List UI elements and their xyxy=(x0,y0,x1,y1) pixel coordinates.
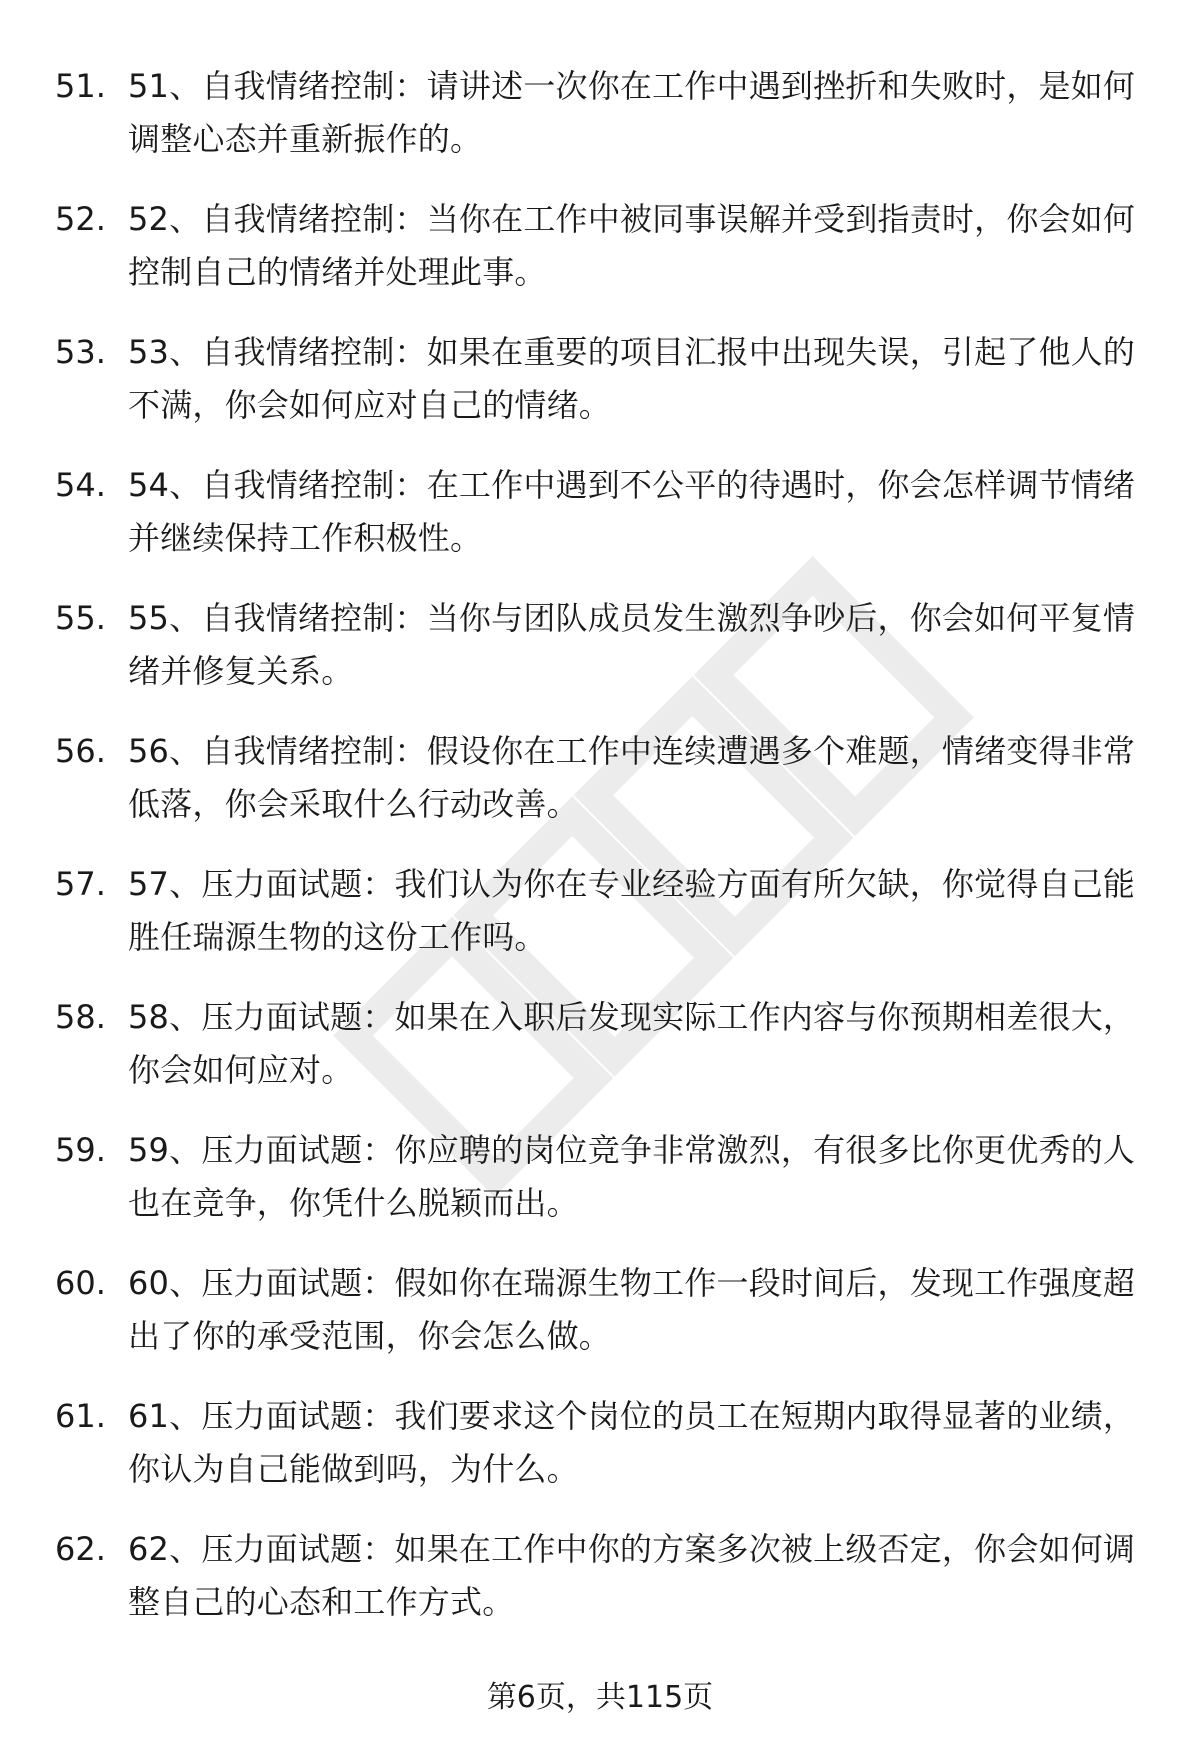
question-text: 55、自我情绪控制：当你与团队成员发生激烈争吵后，你会如何平复情绪并修复关系。 xyxy=(128,599,1136,690)
question-item xyxy=(55,1523,1145,1656)
question-item xyxy=(55,1390,1145,1523)
question-text: 59、压力面试题：你应聘的岗位竞争非常激烈，有很多比你更优秀的人也在竞争，你凭什么脱颖而出。 xyxy=(128,1131,1136,1222)
question-item xyxy=(55,592,1145,725)
question-text: 52、自我情绪控制：当你在工作中被同事误解并受到指责时，你会如何控制自己的情绪并处理此事。 xyxy=(128,200,1136,291)
question-item xyxy=(55,193,1145,326)
question-number: 52. xyxy=(55,200,106,238)
question-number: 54. xyxy=(55,466,106,504)
question-number: 62. xyxy=(55,1530,106,1568)
question-text: 53、自我情绪控制：如果在重要的项目汇报中出现失误，引起了他人的不满，你会如何应对自己的情绪。 xyxy=(128,333,1136,424)
question-text: 57、压力面试题：我们认为你在专业经验方面有所欠缺，你觉得自己能胜任瑞源生物的这份工作吗。 xyxy=(128,865,1136,956)
question-item xyxy=(55,60,1145,193)
question-text: 51、自我情绪控制：请讲述一次你在工作中遇到挫折和失败时，是如何调整心态并重新振作的。 xyxy=(128,67,1136,158)
question-item xyxy=(55,326,1145,459)
question-number: 60. xyxy=(55,1264,106,1302)
question-text: 62、压力面试题：如果在工作中你的方案多次被上级否定，你会如何调整自己的心态和工作方式。 xyxy=(128,1530,1136,1621)
question-item xyxy=(55,1124,1145,1257)
question-item xyxy=(55,858,1145,991)
question-text: 58、压力面试题：如果在入职后发现实际工作内容与你预期相差很大，你会如何应对。 xyxy=(128,998,1136,1089)
question-number: 61. xyxy=(55,1397,106,1435)
question-text: 61、压力面试题：我们要求这个岗位的员工在短期内取得显著的业绩，你认为自己能做到吗，为什么。 xyxy=(128,1397,1136,1488)
question-list xyxy=(55,60,1145,1656)
question-number: 56. xyxy=(55,732,106,770)
question-number: 55. xyxy=(55,599,106,637)
question-number: 59. xyxy=(55,1131,106,1169)
question-text: 54、自我情绪控制：在工作中遇到不公平的待遇时，你会怎样调节情绪并继续保持工作积极性。 xyxy=(128,466,1136,557)
question-number: 51. xyxy=(55,67,106,105)
question-item xyxy=(55,1257,1145,1390)
page-indicator: 第6页，共115页 xyxy=(486,1680,714,1715)
question-number: 58. xyxy=(55,998,106,1036)
question-item xyxy=(55,459,1145,592)
question-text: 60、压力面试题：假如你在瑞源生物工作一段时间后，发现工作强度超出了你的承受范围，你会怎么做。 xyxy=(128,1264,1136,1355)
question-number: 53. xyxy=(55,333,106,371)
question-item xyxy=(55,725,1145,858)
question-item xyxy=(55,991,1145,1124)
question-text: 56、自我情绪控制：假设你在工作中连续遭遇多个难题，情绪变得非常低落，你会采取什么行动改善。 xyxy=(128,732,1136,823)
question-number: 57. xyxy=(55,865,106,903)
